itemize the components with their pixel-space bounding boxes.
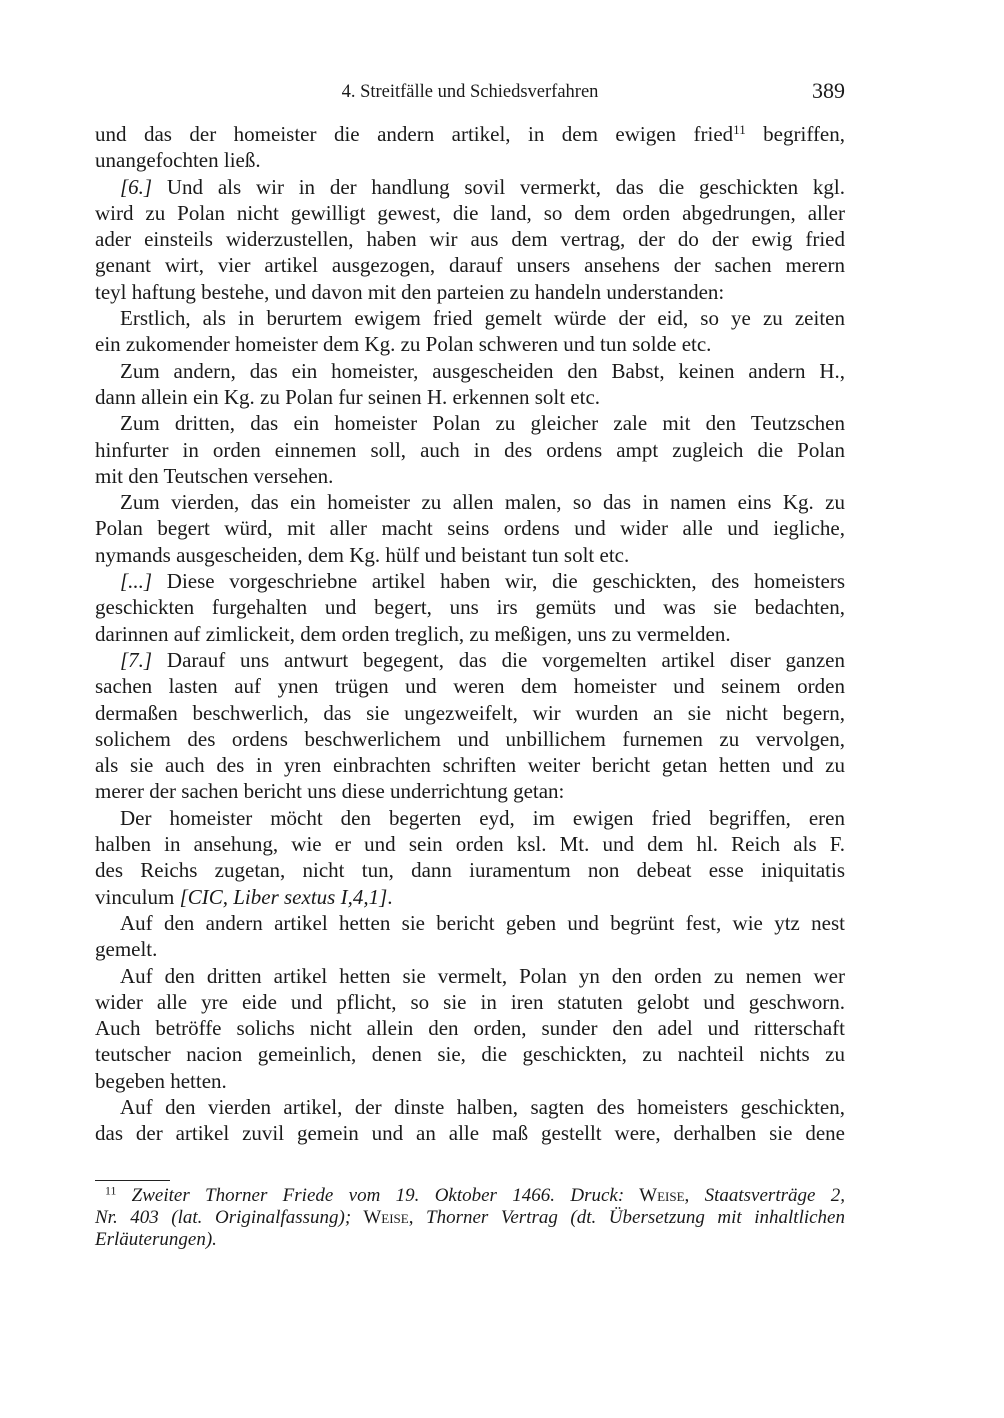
- text-segment: Zum dritten, das ein homeister Polan zu gleicher zale mit den Teutzschen: [120, 411, 845, 436]
- text-segment: nymands ausgescheiden, dem Kg. hülf und beistant tun solt etc.: [95, 542, 630, 567]
- italic-text: Staatsverträge 2,: [704, 1185, 846, 1206]
- text-segment: Auch betröffe solichs nicht allein den orden, sunder den adel und ritterschaft: [95, 1016, 845, 1041]
- text-line: [95, 778, 845, 804]
- text-segment: Der homeister möcht den begerten eyd, im ewigen fried begriffen, eren: [120, 805, 845, 830]
- text-line: [95, 305, 845, 331]
- text-line: [95, 857, 845, 883]
- text-line: [95, 963, 845, 989]
- author-name: Weise: [624, 1185, 685, 1206]
- text-line: [95, 752, 845, 778]
- page-number: 389: [812, 78, 845, 103]
- italic-text: Zweiter Thorner Friede vom 19. Oktober 1466. Druck:: [116, 1185, 625, 1206]
- text-line: [95, 647, 845, 673]
- text-segment: darinnen auf zimlickeit, dem orden treglich, zu meßigen, uns zu vermelden.: [95, 621, 731, 646]
- text-segment: Auf den vierden artikel, der dinste halben, sagten des homeisters geschickten,: [120, 1094, 845, 1119]
- text-line: [95, 358, 845, 384]
- text-segment: .: [387, 884, 393, 909]
- text-line: [95, 1041, 845, 1067]
- text-line: [95, 174, 845, 200]
- text-segment: Darauf uns antwurt begegent, das die vorgemelten artikel diser ganzen: [152, 647, 845, 672]
- footnote-line: [95, 1229, 845, 1251]
- text-segment: Polan begert würd, mit aller macht seins ordens und wider alle und iegliche,: [95, 516, 845, 541]
- text-segment: ,: [408, 1207, 427, 1228]
- text-segment: solichem des ordens beschwerlichem und unbillichem furnemen zu vervolgen,: [95, 726, 845, 751]
- text-line: [95, 147, 845, 173]
- body-text: [95, 121, 845, 1147]
- text-line: [95, 200, 845, 226]
- text-segment: wird zu Polan nicht gewilligt gewest, die land, so dem orden abgedrungen, aller: [95, 200, 845, 225]
- text-segment: ,: [684, 1185, 705, 1206]
- text-line: [95, 621, 845, 647]
- footnote-marker: 11: [105, 1184, 117, 1198]
- text-line: [95, 884, 845, 910]
- footnote-rule: [95, 1180, 170, 1181]
- text-line: [95, 673, 845, 699]
- text-line: [95, 936, 845, 962]
- footnotes: [95, 1185, 845, 1251]
- text-line: [95, 121, 845, 147]
- italic-text: [7.]: [120, 647, 153, 672]
- text-segment: Erstlich, als in berurtem ewigem fried gemelt würde der eid, so ye zu zeiten: [120, 306, 845, 331]
- text-segment: das der artikel zuvil gemein und an alle maß gestellt were, derhalben sie dene: [95, 1121, 845, 1146]
- text-segment: merer der sachen bericht uns diese underrichtung getan:: [95, 779, 565, 804]
- text-line: [95, 831, 845, 857]
- text-line: [95, 1015, 845, 1041]
- text-line: [95, 726, 845, 752]
- text-line: [95, 252, 845, 278]
- text-segment: genant wirt, vier artikel ausgezogen, darauf unsers ansehens der sachen merern: [95, 253, 845, 278]
- text-line: [95, 331, 845, 357]
- text-line: [95, 805, 845, 831]
- text-line: [95, 700, 845, 726]
- italic-text: [6.]: [120, 174, 153, 199]
- text-line: [95, 1068, 845, 1094]
- text-segment: dermaßen beschwerlich, das sie ungezweifelt, wir wurden an sie nicht begern,: [95, 700, 845, 725]
- text-segment: als sie auch des in yren einbrachten schriften weiter bericht getan hetten und zu: [95, 753, 845, 778]
- text-segment: gemelt.: [95, 937, 158, 962]
- text-segment: Zum vierden, das ein homeister zu allen malen, so das in namen eins Kg. zu: [120, 490, 845, 515]
- text-segment: dann allein ein Kg. zu Polan fur seinen H. erkennen solt etc.: [95, 384, 601, 409]
- author-name: Weise: [351, 1207, 409, 1228]
- text-line: [95, 226, 845, 252]
- text-segment: halben in ansehung, wie er und sein orden ksl. Mt. und dem hl. Reich als F.: [95, 832, 845, 857]
- italic-text: [CIC, Liber sextus I,4,1]: [179, 884, 388, 909]
- page-header: [95, 78, 845, 108]
- text-line: [95, 910, 845, 936]
- italic-text: [...]: [120, 569, 153, 594]
- text-line: [95, 279, 845, 305]
- text-segment: ein zukomender homeister dem Kg. zu Polan schweren und tun solde etc.: [95, 332, 712, 357]
- text-line: [95, 1094, 845, 1120]
- text-line: [95, 384, 845, 410]
- text-segment: teyl haftung bestehe, und davon mit den parteien zu handeln understanden:: [95, 279, 725, 304]
- text-segment: mit den Teutschen versehen.: [95, 463, 334, 488]
- text-line: [95, 437, 845, 463]
- footnote-line: [95, 1185, 845, 1207]
- text-segment: ader einsteils widerzustellen, haben wir aus dem vertrag, der do der ewig fried: [95, 227, 845, 252]
- footnote-line: [95, 1207, 845, 1229]
- text-segment: sachen lasten auf ynen trügen und weren dem homeister und seinem orden: [95, 674, 845, 699]
- running-title: 4. Streitfälle und Schiedsverfahren: [341, 82, 599, 102]
- text-line: [95, 594, 845, 620]
- footnote-marker: 11: [733, 121, 746, 137]
- text-segment: geschickten furgehalten und begert, uns irs gemüts und was sie bedachten,: [95, 595, 845, 620]
- text-segment: begriffen,: [745, 122, 846, 146]
- text-segment: begeben hetten.: [95, 1068, 227, 1093]
- text-line: [95, 489, 845, 515]
- text-segment: Diese vorgeschriebne artikel haben wir, die geschickten, des homeisters: [152, 569, 845, 594]
- text-line: [95, 410, 845, 436]
- italic-text: Nr. 403 (lat. Originalfassung);: [95, 1207, 352, 1228]
- text-line: [95, 515, 845, 541]
- text-segment: des Reichs zugetan, nicht tun, dann iuramentum non debeat esse iniquitatis: [95, 858, 845, 883]
- text-line: [95, 1120, 845, 1146]
- italic-text: Thorner Vertrag (dt. Übersetzung mit inhaltlichen: [426, 1207, 845, 1228]
- text-segment: und das der homeister die andern artikel, in dem ewigen fried: [95, 122, 734, 146]
- text-line: [95, 463, 845, 489]
- text-segment: Auf den andern artikel hetten sie bericht geben und begrünt fest, wie ytz nest: [120, 910, 845, 935]
- text-segment: vinculum: [95, 884, 180, 909]
- text-segment: hinfurter in orden einnemen soll, auch in des ordens ampt zugleich die Polan: [95, 437, 845, 462]
- text-segment: teutscher nacion gemeinlich, denen sie, die geschickten, zu nachteil nichts zu: [95, 1042, 845, 1067]
- text-segment: Auf den dritten artikel hetten sie vermelt, Polan yn den orden zu nemen wer: [120, 963, 845, 988]
- text-segment: unangefochten ließ.: [95, 148, 261, 173]
- italic-text: Erläuterungen).: [95, 1229, 217, 1250]
- text-segment: Zum andern, das ein homeister, ausgescheiden den Babst, keinen andern H.,: [120, 358, 845, 383]
- text-segment: wider alle yre eide und pflicht, so sie in iren statuten gelobt und geschworn.: [95, 989, 845, 1014]
- text-line: [95, 989, 845, 1015]
- text-segment: Und als wir in der handlung sovil vermerkt, das die geschickten kgl.: [152, 174, 845, 199]
- text-line: [95, 542, 845, 568]
- text-line: [95, 568, 845, 594]
